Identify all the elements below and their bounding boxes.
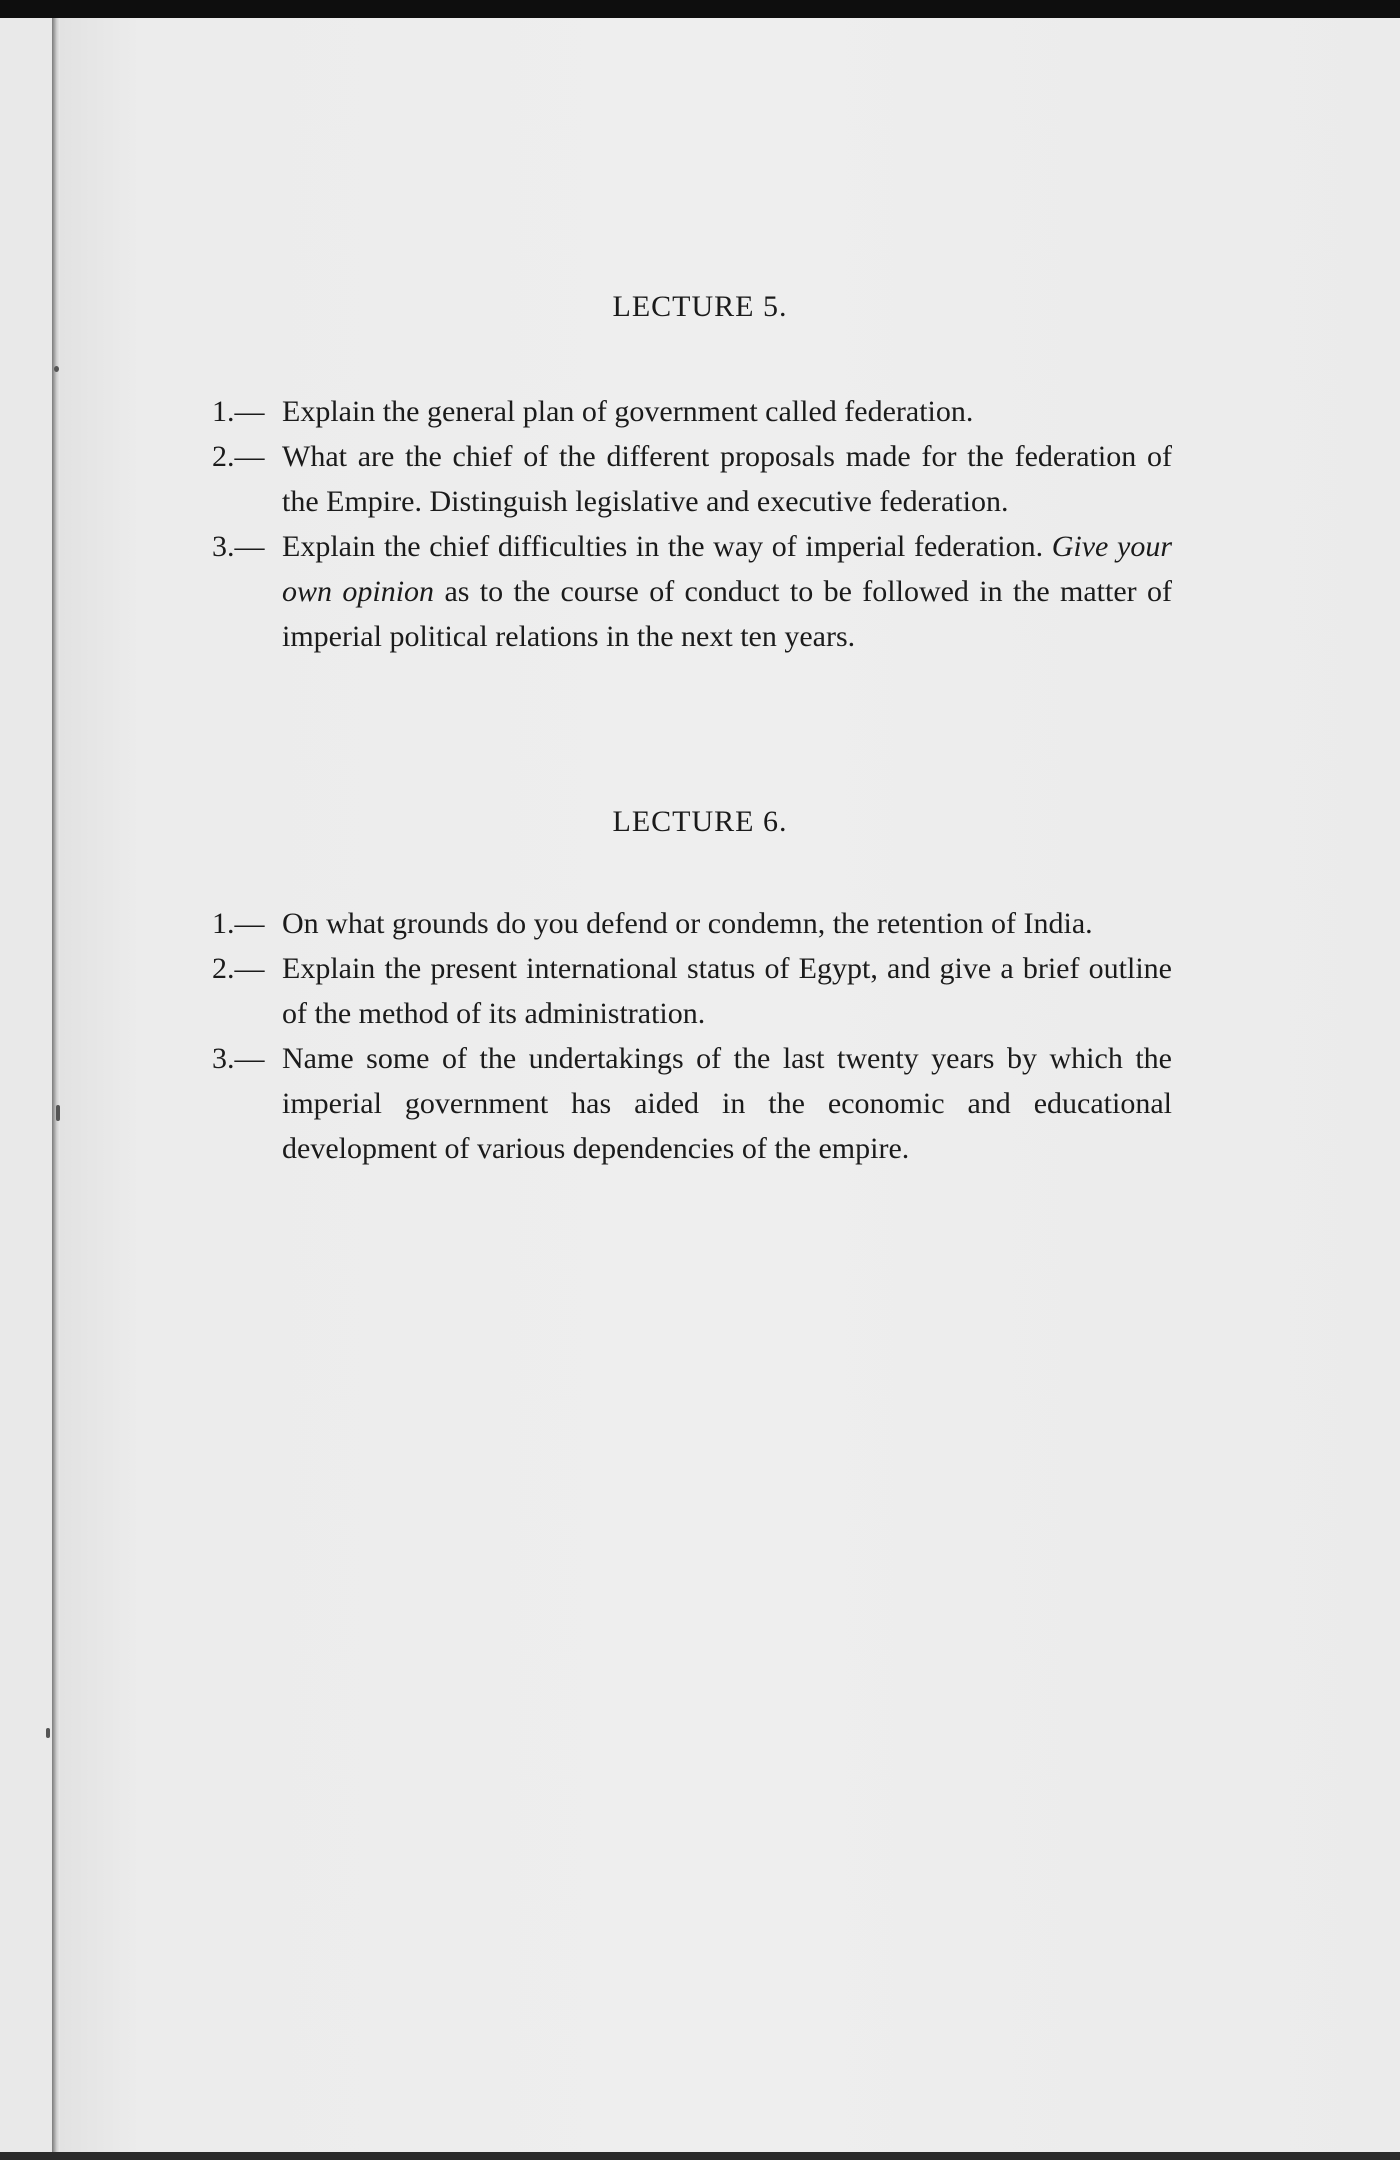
page-binding-edge (52, 18, 60, 2160)
lecture-5-question-2 (212, 434, 1172, 524)
lecture-5-questions (212, 389, 1172, 659)
scan-bottom-border (0, 2152, 1400, 2160)
lecture-5-question-1 (212, 389, 1172, 434)
question-text: Explain the general plan of government called federation. (282, 395, 974, 428)
question-text: Explain the chief difficulties in the way of imperial federation. Give your own opinion as to the course of conduct to be followed in the matter of imperial political relations in the next ten years. (282, 530, 1173, 653)
question-text: On what grounds do you defend or condemn, the retention of India. (282, 907, 1093, 940)
emphasized-phrase: Give your own opinion (282, 530, 1172, 608)
lecture-5-question-3 (212, 524, 1172, 659)
question-number: 2.— (212, 952, 265, 985)
lecture-5-heading: LECTURE 5. (612, 290, 788, 323)
lecture-6-heading: LECTURE 6. (612, 805, 788, 838)
question-number: 3.— (212, 530, 265, 563)
question-number: 3.— (212, 1042, 265, 1075)
scan-speck (46, 1728, 50, 1738)
question-text: What are the chief of the different proposals made for the federation of the Empire. Distinguish legislative and executive federation. (282, 440, 1172, 518)
scan-top-border (0, 0, 1400, 18)
question-text: Explain the present international status of Egypt, and give a brief outline of the method of its administration. (282, 952, 1172, 1030)
lecture-6-question-1 (212, 901, 1172, 946)
lecture-6-questions (212, 901, 1172, 1171)
question-text: Name some of the undertakings of the last twenty years by which the imperial government has aided in the economic and educational development of various dependencies of the empire. (282, 1042, 1172, 1165)
question-number: 1.— (212, 395, 265, 428)
question-number: 2.— (212, 440, 265, 473)
scan-speck (54, 366, 59, 372)
lecture-6-question-2 (212, 946, 1172, 1036)
question-number: 1.— (212, 907, 265, 940)
scan-speck (56, 1105, 60, 1121)
lecture-6-question-3 (212, 1036, 1172, 1171)
